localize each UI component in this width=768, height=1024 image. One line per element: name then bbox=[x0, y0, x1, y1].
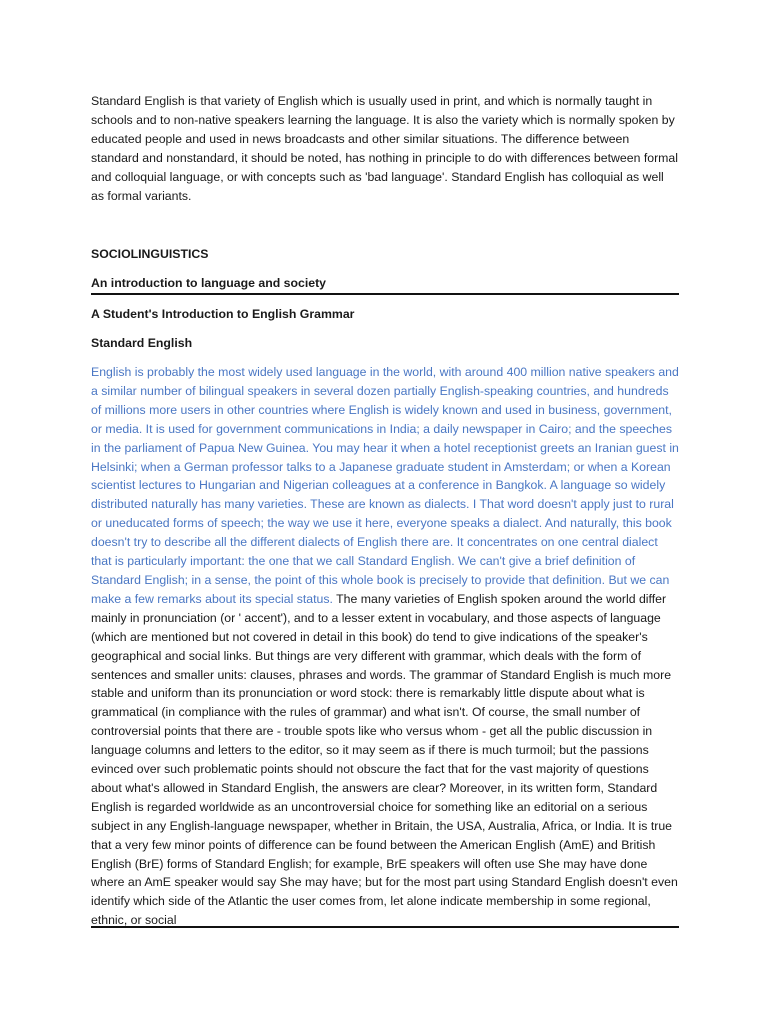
heading-intro-language-society: An introduction to language and society bbox=[91, 276, 327, 290]
divider-rule bbox=[91, 293, 679, 295]
highlighted-text: English is probably the most widely used language in the world, with around 400 million native speakers and a similar number of bilingual speakers in several dozen partially English-speaking countries, and hundreds of millions more users in other countries where English is widely known and used in business, government, or media. It is used for government communications in India; a daily newspaper in Cairo; and the speeches in the parliament of Papua New Guinea. You may hear it when a hotel receptionist greets an Iranian guest in Helsinki; when a German professor talks to a Japanese graduate student in Amsterdam; or when a Korean scientist lectures to Hungarian and Nigerian colleagues at a conference in Bangkok. A language so widely distributed naturally has many varieties. These are known as dialects. I That word doesn't apply just to rural or uneducated forms of speech; the way we use it here, everyone speaks a dialect. And naturally, this book doesn't try to describe all the different dialects of English there are. It concentrates on one central dialect that is particularly important: the one that we call Standard English. We can't give a brief definition of Standard English; in a sense, the point of this whole book is precisely to provide that definition. But we can make a few remarks about its special status. bbox=[91, 365, 679, 606]
intro-paragraph: Standard English is that variety of English which is usually used in print, and which is normally taught in schools and to non-native speakers learning the language. It is also the variety which is normally spoken by educated people and used in news broadcasts and other similar situations. The difference between standard and nonstandard, it should be noted, has nothing in principle to do with differences between formal and colloquial language, or with concepts such as 'bad language'. Standard English has colloquial as well as formal variants. bbox=[91, 94, 678, 203]
divider-rule-bottom bbox=[91, 926, 679, 928]
heading-standard-english: Standard English bbox=[91, 336, 193, 350]
body-text-plain: The many varieties of English spoken around the world differ mainly in pronunciation (or ' accent'), and to a lesser extent in vocabulary, and those aspects of language (which are mentioned but not covered in detail in this book) do tend to give indications of the speaker's geographical and social links. But things are very different with grammar, which deals with the form of sentences and smaller units: clauses, phrases and words. The grammar of Standard English is much more stable and uniform than its pronunciation or word stock: there is remarkably little dispute about what is grammatical (in compliance with the rules of grammar) and what isn't. Of course, the small number of controversial points that there are - trouble spots like who versus whom - get all the public discussion in language columns and letters to the editor, so it may seem as if there is much turmoil; but the passions evinced over such problematic points should not obscure the fact that for the vast majority of questions about what's allowed in Standard English, the answers are clear? Moreover, in its written form, Standard English is regarded worldwide as an uncontroversial choice for something like an editorial on a serious subject in any English-language newspaper, whether in Britain, the USA, Australia, Africa, or India. It is true that a very few minor points of difference can be found between the American English (AmE) and British English (BrE) forms of Standard English; for example, BrE speakers will often use She may have done where an AmE speaker would say She may have; but for the most part using Standard English doesn't even identify which side of the Atlantic the user comes from, let alone indicate membership in some regional, ethnic, or social bbox=[91, 591, 678, 928]
body-paragraph bbox=[91, 363, 679, 930]
heading-student-intro: A Student's Introduction to English Grammar bbox=[91, 307, 355, 321]
heading-sociolinguistics: SOCIOLINGUISTICS bbox=[91, 247, 209, 261]
